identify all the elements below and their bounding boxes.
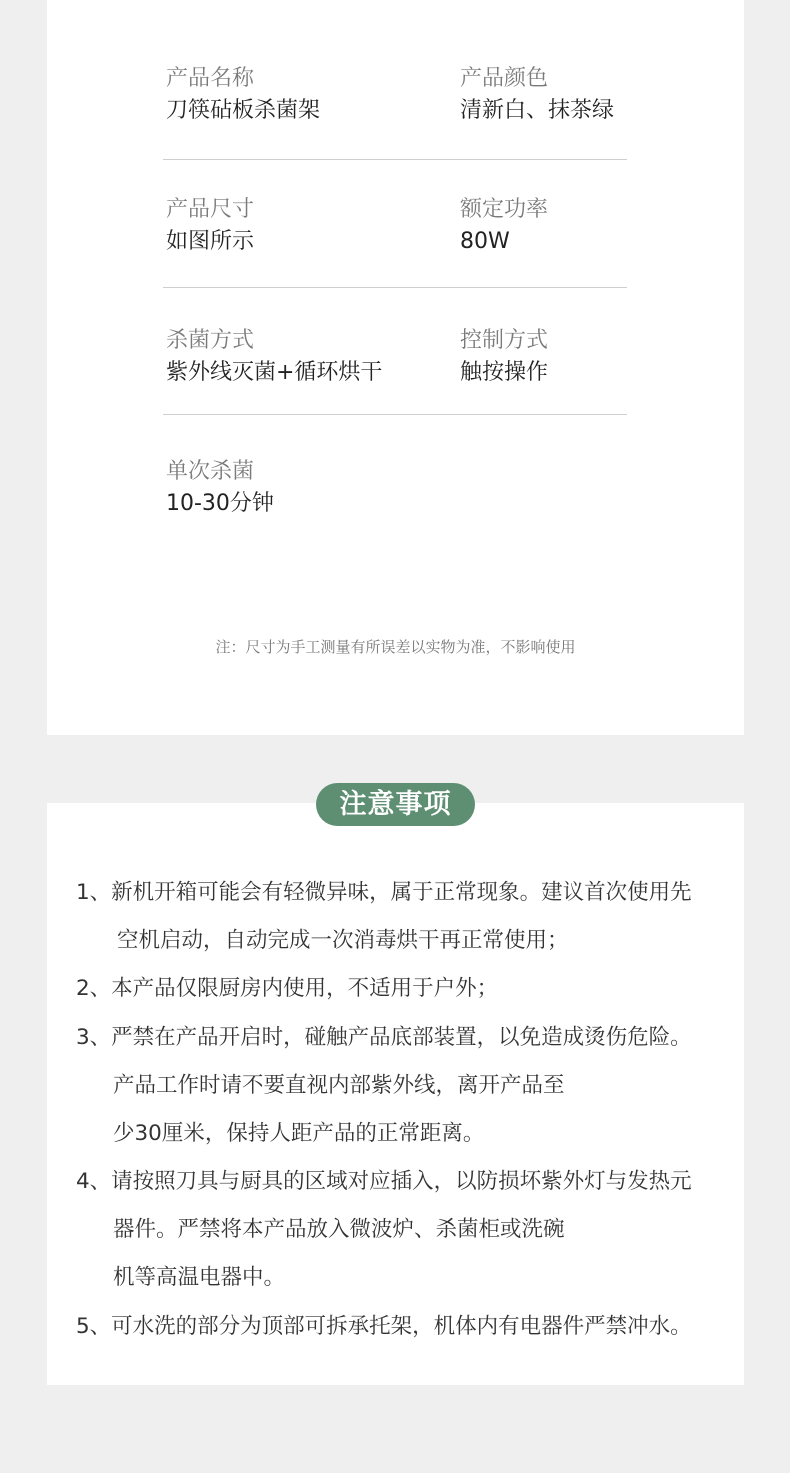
notice-item-3-continued: 产品工作时请不要直视内部紫外线，离开产品至 — [113, 1073, 565, 1098]
notice-item-1: 1、新机开箱可能会有轻微异味，属于正常现象。建议首次使用先 — [76, 880, 692, 905]
notice-title-badge: 注意事项 — [316, 783, 475, 826]
spec-value: 清新白、抹茶绿 — [460, 98, 615, 123]
spec-value: 80W — [460, 229, 510, 254]
notice-item-3-continued: 少30厘米，保持人距产品的正常距离。 — [113, 1121, 485, 1146]
notice-item-1-continued: 空机启动，自动完成一次消毒烘干再正常使用； — [117, 928, 569, 953]
spec-row-1 — [163, 64, 627, 144]
spec-rated-power — [460, 195, 548, 257]
size-footnote: 注：尺寸为手工测量有所误差以实物为准，不影响使用 — [215, 638, 576, 656]
spec-value: 如图所示 — [166, 229, 255, 254]
notice-item-4-continued: 器件。严禁将本产品放入微波炉、杀菌柜或洗碗 — [113, 1217, 565, 1242]
spec-label: 产品颜色 — [460, 66, 549, 91]
product-spec-card — [47, 0, 744, 735]
spec-value: 刀筷砧板杀菌架 — [166, 98, 321, 123]
spec-value: 10-30分钟 — [166, 491, 274, 516]
spec-label: 产品尺寸 — [166, 197, 255, 222]
spec-row-2 — [163, 195, 627, 275]
spec-row-3 — [163, 326, 627, 406]
spec-label: 杀菌方式 — [166, 328, 255, 353]
spec-label: 产品名称 — [166, 66, 255, 91]
spec-value: 紫外线灭菌+循环烘干 — [166, 360, 383, 385]
spec-product-color — [460, 64, 614, 126]
notice-item-2: 2、本产品仅限厨房内使用，不适用于户外； — [76, 976, 499, 1001]
spec-product-name — [166, 64, 320, 126]
spec-label: 额定功率 — [460, 197, 549, 222]
spec-product-size — [166, 195, 254, 257]
notice-item-4-continued: 机等高温电器中。 — [113, 1265, 286, 1290]
spec-label: 单次杀菌 — [166, 459, 255, 484]
spec-control-method — [460, 326, 548, 388]
spec-value: 触按操作 — [460, 360, 549, 385]
spec-row-4 — [163, 457, 627, 537]
spec-sterilization-method — [166, 326, 382, 388]
notice-item-3: 3、严禁在产品开启时，碰触产品底部装置，以免造成烫伤危险。 — [76, 1025, 692, 1050]
spec-label: 控制方式 — [460, 328, 549, 353]
spec-sterilization-time — [166, 457, 274, 519]
spec-divider — [163, 159, 627, 160]
notice-item-4: 4、请按照刀具与厨具的区域对应插入，以防损坏紫外灯与发热元 — [76, 1169, 692, 1194]
notice-item-5: 5、可水洗的部分为顶部可拆承托架，机体内有电器件严禁冲水。 — [76, 1314, 692, 1339]
spec-divider — [163, 414, 627, 415]
spec-divider — [163, 287, 627, 288]
